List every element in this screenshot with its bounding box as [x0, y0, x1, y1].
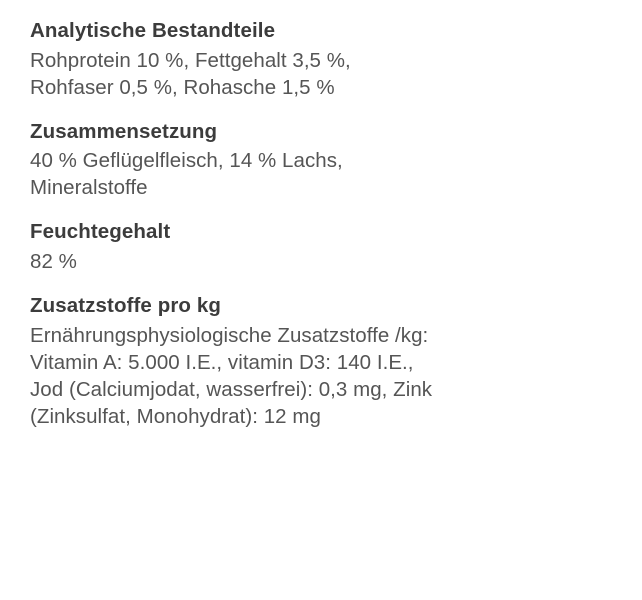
section-line: 82 % — [30, 250, 77, 274]
section-line: 40 % Geflügelfleisch, 14 % Lachs, — [30, 149, 343, 173]
section-zusatzstoffe-pro-kg — [30, 293, 628, 430]
section-line: Rohfaser 0,5 %, Rohasche 1,5 % — [30, 75, 335, 99]
section-heading: Feuchtegehalt — [30, 220, 171, 244]
section-heading: Analytische Bestandteile — [30, 19, 276, 42]
section-analytische-bestandteile — [30, 18, 628, 101]
section-heading: Zusammensetzung — [30, 119, 218, 143]
section-line: Mineralstoffe — [30, 176, 148, 200]
section-line: Vitamin A: 5.000 I.E., vitamin D3: 140 I.E., — [30, 350, 414, 374]
section-zusammensetzung — [30, 119, 628, 202]
product-information-text — [30, 18, 628, 430]
section-line: Jod (Calciumjodat, wasserfrei): 0,3 mg, Zink — [30, 377, 433, 401]
section-line: (Zinksulfat, Monohydrat): 12 mg — [30, 404, 321, 428]
section-feuchtegehalt — [30, 219, 628, 275]
section-line: Rohprotein 10 %, Fettgehalt 3,5 %, — [30, 48, 351, 72]
section-heading: Zusatzstoffe pro kg — [30, 294, 221, 318]
section-line: Ernährungsphysiologische Zusatzstoffe /kg: — [30, 323, 429, 347]
